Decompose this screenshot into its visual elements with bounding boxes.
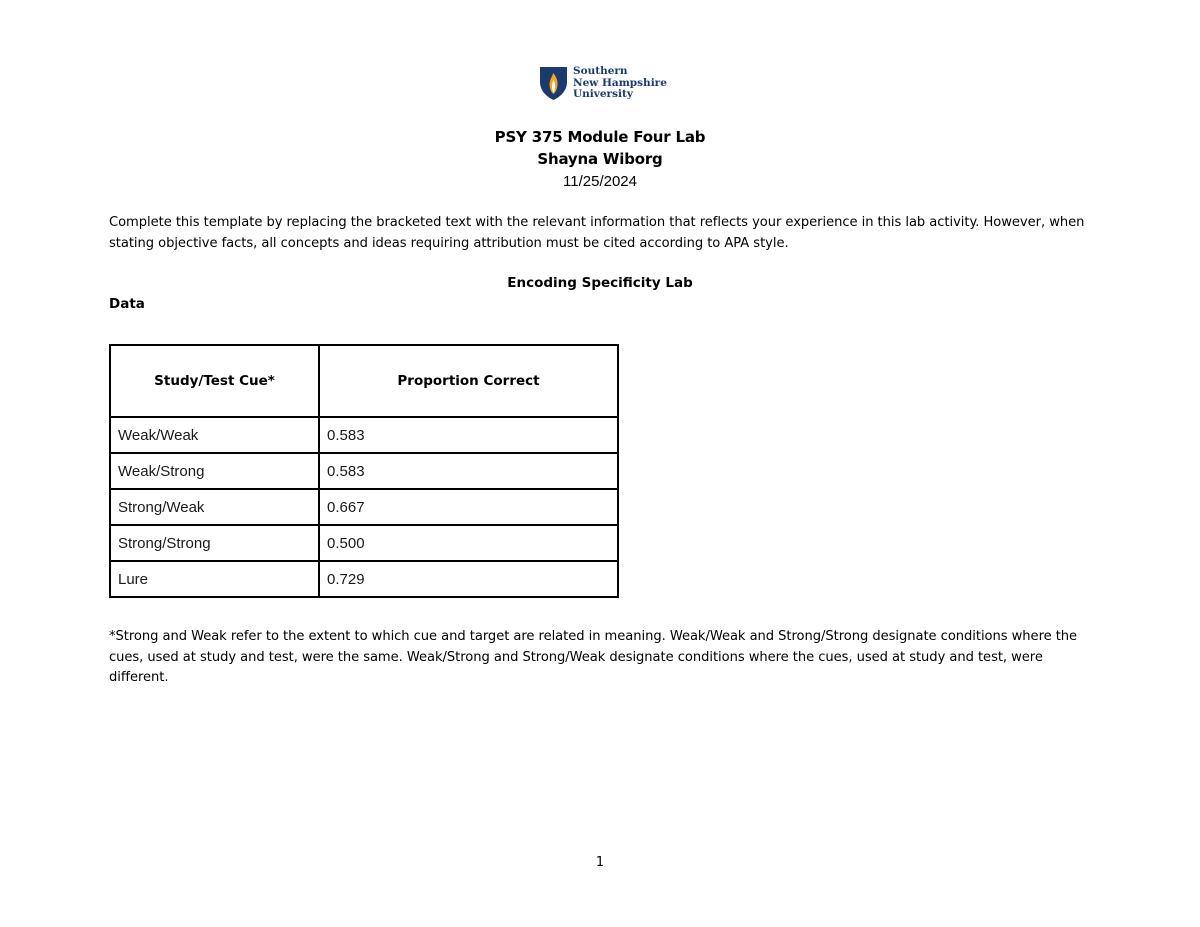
proportion-cell: 0.729 (319, 561, 618, 597)
logo-wordmark (573, 66, 667, 101)
data-heading: Data (109, 296, 145, 312)
table-header-row (110, 345, 618, 417)
proportion-cell: 0.500 (319, 525, 618, 561)
logo-line-2: New Hampshire (573, 76, 667, 89)
cue-cell: Strong/Weak (110, 489, 319, 525)
logo-line-1: Southern (573, 65, 628, 77)
table-row (110, 417, 618, 453)
document-date: 11/25/2024 (563, 173, 637, 190)
table-row (110, 453, 618, 489)
document-title: PSY 375 Module Four Lab (494, 128, 706, 146)
shield-flame-icon (539, 66, 568, 101)
cue-cell: Strong/Strong (110, 525, 319, 561)
page-number: 1 (595, 855, 605, 870)
proportion-cell: 0.583 (319, 453, 618, 489)
table-row (110, 525, 618, 561)
logo-line-3: University (573, 88, 633, 100)
table-row (110, 561, 618, 597)
university-logo (539, 64, 669, 104)
cue-cell: Weak/Strong (110, 453, 319, 489)
proportion-cell: 0.583 (319, 417, 618, 453)
intro-paragraph: Complete this template by replacing the bracketed text with the relevant information that reflects your experience in this lab activity. However, when stating objective facts, all concepts and ideas requiring attribution must be cited according to APA style. (109, 215, 1085, 251)
table-footnote: *Strong and Weak refer to the extent to which cue and target are related in meaning. Weak/Weak and Strong/Strong designate conditions where the cues, used at study and test, were the same. Weak/Strong and Strong/Weak designate conditions where the cues, used at study and test, were different. (109, 629, 1078, 685)
table-row (110, 489, 618, 525)
section-title: Encoding Specificity Lab (507, 275, 693, 291)
cue-cell: Weak/Weak (110, 417, 319, 453)
cue-cell: Lure (110, 561, 319, 597)
proportion-cell: 0.667 (319, 489, 618, 525)
author-name: Shayna Wiborg (537, 150, 663, 168)
column-header-proportion: Proportion Correct (319, 345, 618, 417)
data-table (109, 344, 619, 598)
column-header-cue: Study/Test Cue* (110, 345, 319, 417)
